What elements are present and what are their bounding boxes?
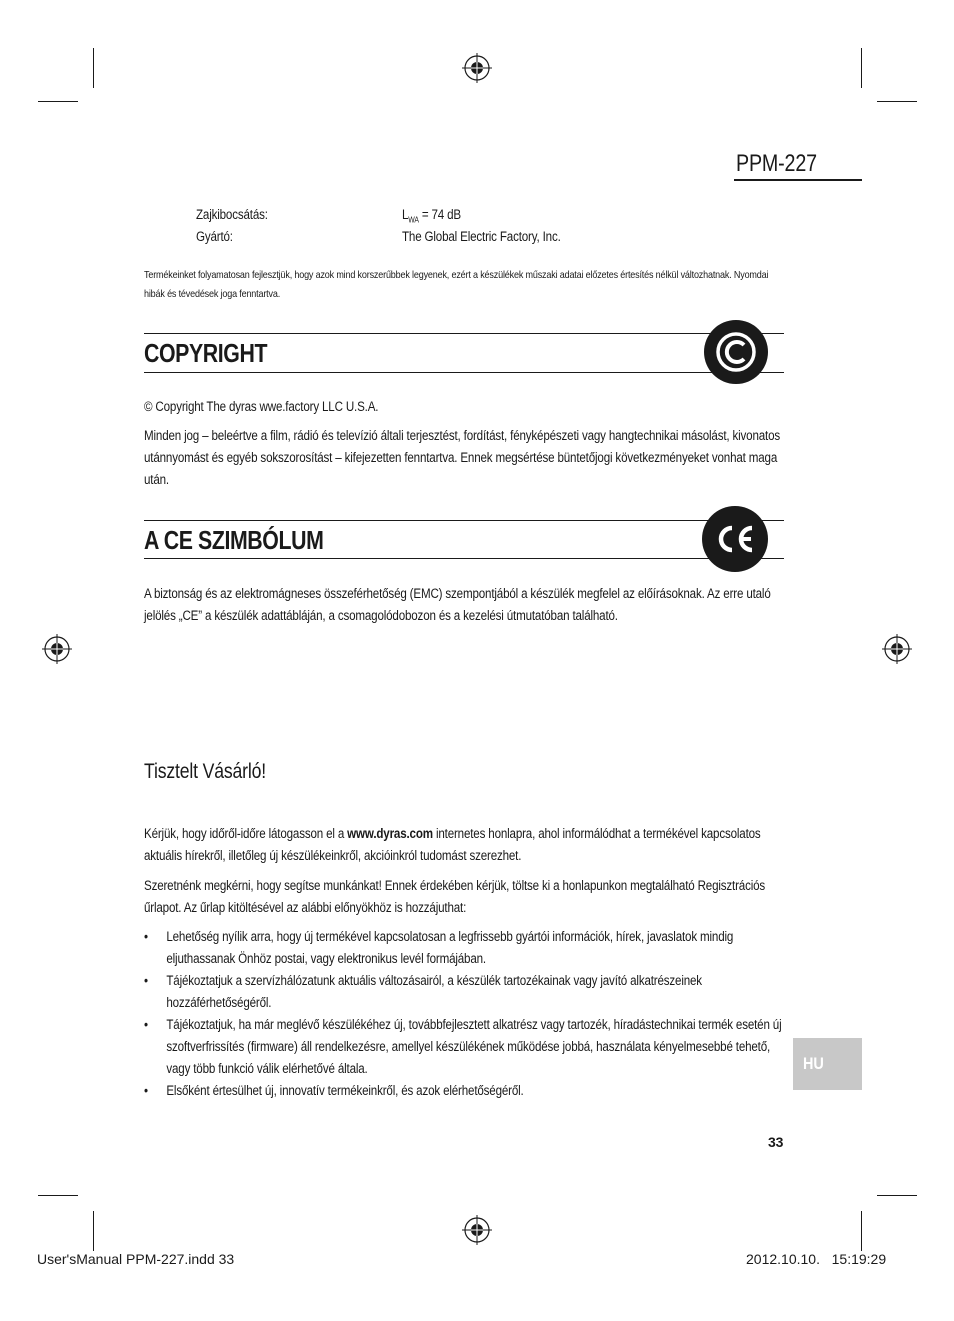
ce-paragraph: A biztonság és az elektromágneses összeférhetőség (EMC) szempontjából a készülék megfelel az előírásoknak. Az erre utaló jelölés „CE” a készülék adattábláján, a csomagolódobozon és a kezelési útmutatóban található. <box>144 586 771 623</box>
benefits-list <box>144 926 784 1102</box>
list-item: • Elsőként értesülhet új, innovatív termékeinkről, és azok elérhetőségéről. <box>144 1080 784 1102</box>
page-number: 33 <box>768 1134 784 1150</box>
model-header: PPM-227 <box>736 150 817 177</box>
section-rule-bottom <box>144 558 784 559</box>
spec-value-sub: WA <box>408 215 419 225</box>
registration-mark-icon <box>462 53 492 83</box>
p1-post: internetes honlapra, ahol informálódhat a termékével kapcsolatos aktuális hírekről, illetőleg új készülékeinkről, akcióinkról tudomást szerezhet. <box>144 826 761 863</box>
footer-file: User'sManual PPM-227.indd 33 <box>37 1251 235 1267</box>
crop-mark <box>877 101 917 102</box>
crop-mark <box>38 101 78 102</box>
section-rule-top <box>144 333 784 334</box>
footer-timestamp: 2012.10.10. 15:19:29 <box>746 1251 887 1267</box>
header-rule <box>734 179 862 181</box>
customer-paragraph-2: Szeretnénk megkérni, hogy segítse munkánkat! Ennek érdekében kérjük, töltse ki a honlapunkon megtalálható Regisztrációs űrlapot. Az űrlap kitöltésével az alábbi előnyökhöz is hozzájuthat: <box>144 878 766 915</box>
customer-paragraph-1 <box>144 823 784 867</box>
crop-mark <box>38 1195 78 1196</box>
greeting: Tisztelt Vásárló! <box>144 760 266 783</box>
crop-mark <box>93 48 94 88</box>
spec-value: The Global Electric Factory, Inc. <box>402 229 561 244</box>
section-rule-bottom <box>144 372 784 373</box>
p1-pre: Kérjük, hogy időről-időre látogasson el a <box>144 826 348 841</box>
list-item: • Tájékoztatjuk a szervízhálózatunk aktuális változásairól, a készülék tartozékainak vagy javító alkatrészeinek hozzáférhetőségéről. <box>144 970 784 1014</box>
copyright-paragraph: Minden jog – beleértve a film, rádió és televízió általi terjesztést, fordítást, fényképészeti vagy hangtechnikai másolást, kivonatos utánnyomást és egyéb sokszorosítást – kifejezetten fenntartva. Ennek megsértése büntetőjogi következményeket vonhat maga után. <box>144 428 781 487</box>
copyright-line: © Copyright The dyras wwe.factory LLC U.S.A. <box>144 399 379 414</box>
crop-mark <box>877 1195 917 1196</box>
registration-mark-icon <box>42 634 72 664</box>
registration-mark-icon <box>882 634 912 664</box>
ce-mark-icon <box>702 506 768 572</box>
language-tab <box>793 1038 862 1090</box>
language-tab-label: HU <box>803 1054 824 1073</box>
list-item: • Tájékoztatjuk, ha már meglévő készülékéhez új, továbbfejlesztett alkatrész vagy tartozék, híradástechnikai termék esetén új szoftverfrissítés (firmware) áll rendelkezésre, amellyel készülékének működése jobbá, használata kényelmesebbé tehető, vagy több funkció válik elérhetővé általa. <box>144 1014 784 1080</box>
crop-mark <box>93 1211 94 1251</box>
list-item: • Lehetőség nyílik arra, hogy új termékével kapcsolatosan a legfrissebb gyártói információk, hírek, javaslatok mindig eljuthassanak Önhöz postai, vagy elektronikus levél formájában. <box>144 926 784 970</box>
crop-mark <box>861 1211 862 1251</box>
crop-mark <box>861 48 862 88</box>
spec-label: Gyártó: <box>196 229 233 244</box>
registration-mark-icon <box>462 1215 492 1245</box>
spec-value-suffix: = 74 dB <box>418 207 461 222</box>
spec-label: Zajkibocsátás: <box>196 207 268 222</box>
notice-text: Termékeinket folyamatosan fejlesztjük, hogy azok mind korszerűbbek legyenek, ezért a készülékek műszaki adatai előzetes értesítés nélkül változhatnak. Nyomdai hibák és tévedések joga fenntartva. <box>144 269 769 300</box>
ce-title: A CE SZIMBÓLUM <box>144 525 324 555</box>
copyright-icon <box>704 320 768 384</box>
section-rule-top <box>144 520 784 521</box>
copyright-title: COPYRIGHT <box>144 338 268 368</box>
website-link[interactable]: www.dyras.com <box>347 826 433 841</box>
spec-value-prefix: L <box>402 207 409 222</box>
